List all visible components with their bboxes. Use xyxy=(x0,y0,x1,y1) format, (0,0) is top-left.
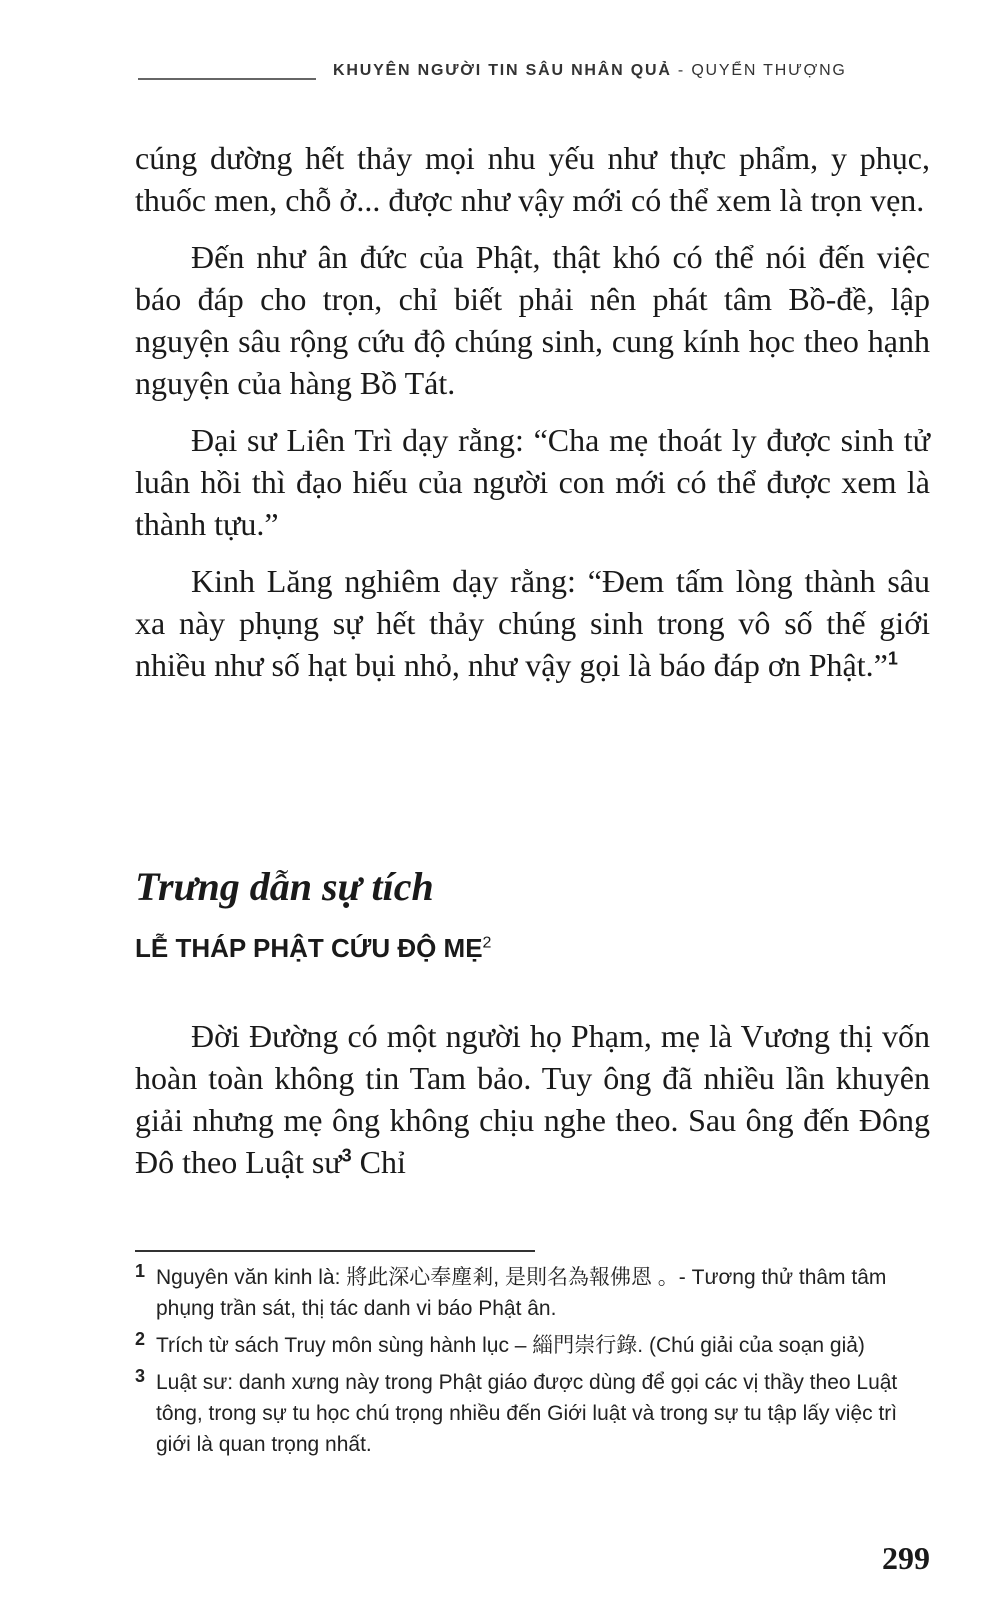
header-book-title: KHUYÊN NGƯỜI TIN SÂU NHÂN QUẢ xyxy=(333,62,672,79)
footnote-rule xyxy=(135,1250,535,1252)
footnote-number: 2 xyxy=(135,1329,146,1349)
main-text xyxy=(135,137,930,701)
footnote-1 xyxy=(135,1262,930,1324)
footnote-3 xyxy=(135,1367,930,1460)
page-number: 299 xyxy=(882,1540,930,1576)
section-title: Trưng dẫn sự tích xyxy=(135,864,434,909)
running-header xyxy=(333,62,933,80)
paragraph-3: Đại sư Liên Trì dạy rằng: “Cha mẹ thoát ly được sinh tử luân hồi thì đạo hiếu của người con mới có thể được xem là thành tựu.” xyxy=(135,422,930,542)
paragraph-4-text: Kinh Lăng nghiêm dạy rằng: “Đem tấm lòng thành sâu xa này phụng sự hết thảy chúng sinh trong vô số thế giới nhiều như số hạt bụi nhỏ, như vậy gọi là báo đáp ơn Phật.” xyxy=(135,563,930,683)
story-text-part2: Chỉ xyxy=(351,1144,406,1180)
story-paragraph xyxy=(135,1015,930,1183)
footnote-2 xyxy=(135,1330,930,1361)
header-rule xyxy=(138,78,316,80)
footnote-ref-1: 1 xyxy=(887,648,898,669)
footnote-text: Nguyên văn kinh là: 將此深心奉塵剎, 是則名為報佛恩 。- Tương thử thâm tâm phụng trần sát, thị tác danh vi báo Phật ân. xyxy=(156,1266,887,1320)
paragraph-4 xyxy=(135,560,930,686)
footnote-number: 1 xyxy=(135,1261,146,1281)
story-title-text: LỄ THÁP PHẬT CỨU ĐỘ MẸ xyxy=(135,933,483,963)
story-title xyxy=(135,930,491,966)
paragraph-2: Đến như ân đức của Phật, thật khó có thể nói đến việc báo đáp cho trọn, chỉ biết phải nên phát tâm Bồ-đề, lập nguyện sâu rộng cứu độ chúng sinh, cung kính học theo hạnh nguyện của hàng Bồ Tát. xyxy=(135,239,930,401)
paragraph-1: cúng dường hết thảy mọi nhu yếu như thực phẩm, y phục, thuốc men, chỗ ở... được như vậy mới có thể xem là trọn vẹn. xyxy=(135,140,930,218)
story-text xyxy=(135,1015,930,1198)
footnote-ref-3: 3 xyxy=(341,1145,352,1166)
story-text-part1: Đời Đường có một người họ Phạm, mẹ là Vương thị vốn hoàn toàn không tin Tam bảo. Tuy ông đã nhiều lần khuyên giải nhưng mẹ ông không chịu nghe theo. Sau ông đến Đông Đô theo Luật sư xyxy=(135,1018,930,1180)
footnote-text: Trích từ sách Truy môn sùng hành lục – 緇門崇行錄. (Chú giải của soạn giả) xyxy=(156,1334,865,1357)
footnote-ref-2: 2 xyxy=(482,934,492,952)
footnote-text: Luật sư: danh xưng này trong Phật giáo được dùng để gọi các vị thầy theo Luật tông, trong sự tu học chú trọng nhiều đến Giới luật và trong sự tu tập lấy việc trì giới là quan trọng nhất. xyxy=(156,1371,898,1456)
footnotes xyxy=(135,1262,930,1466)
header-separator: - xyxy=(671,62,692,79)
header-volume: QUYỂN THƯỢNG xyxy=(691,62,847,79)
footnote-number: 3 xyxy=(135,1366,146,1386)
